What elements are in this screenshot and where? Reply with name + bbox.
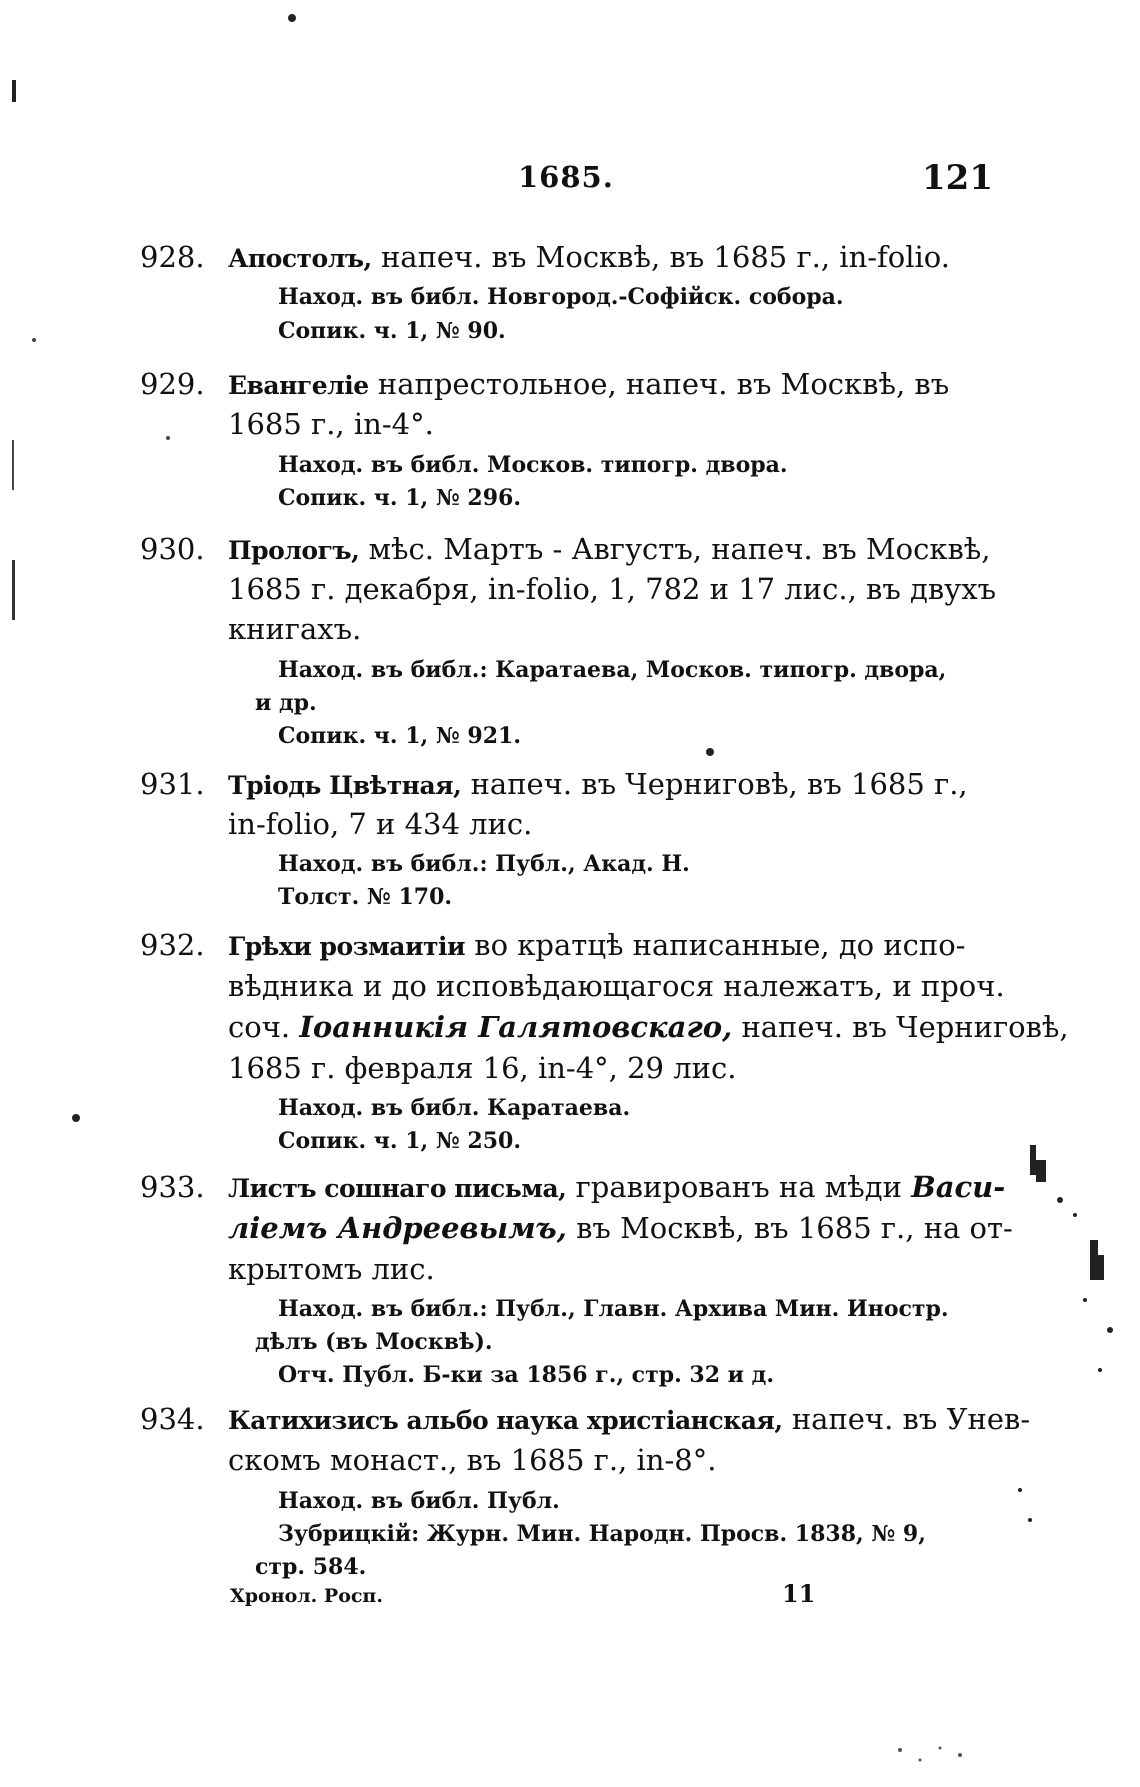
footer-abbreviation: Хронол. Росп. bbox=[230, 1585, 383, 1607]
entry-title: Катихизисъ альбо наука христіанская, bbox=[228, 1406, 783, 1435]
source-line: Наход. въ библ.: Публ., Главн. Архива Мин. Иностр. bbox=[278, 1296, 949, 1322]
entry-text: напрестольное, напеч. въ Москвѣ, въ bbox=[377, 367, 950, 401]
source-line: Наход. въ библ.: Каратаева, Москов. типогр. двора, bbox=[278, 657, 947, 683]
source-line: Сопик. ч. 1, № 90. bbox=[278, 318, 506, 344]
entry-text: гравированъ на мѣди bbox=[575, 1170, 902, 1204]
signature-mark: 11 bbox=[782, 1579, 816, 1608]
author-name: Іоанникія Галятовскаго, bbox=[299, 1010, 733, 1044]
entry-text: скомъ монаст., въ 1685 г., in-8°. bbox=[228, 1443, 717, 1477]
entry-number: 930. bbox=[140, 532, 205, 566]
source-line: Сопик. ч. 1, № 250. bbox=[278, 1128, 522, 1154]
source-line: Наход. въ библ. Каратаева. bbox=[278, 1095, 631, 1121]
source-line: дѣлъ (въ Москвѣ). bbox=[255, 1329, 493, 1355]
entry-text: соч. bbox=[228, 1010, 291, 1044]
entry-number: 933. bbox=[140, 1170, 205, 1204]
entry-text: напеч. въ Черниговѣ, bbox=[741, 1010, 1069, 1044]
entry-text: 1685 г. декабря, in-folio, 1, 782 и 17 лис., въ двухъ bbox=[228, 572, 997, 606]
source-line: Отч. Публ. Б-ки за 1856 г., стр. 32 и д. bbox=[278, 1362, 774, 1388]
entry-text: въ Москвѣ, въ 1685 г., на от- bbox=[576, 1211, 1013, 1245]
author-name: Васи- bbox=[911, 1170, 1006, 1204]
entry-number: 928. bbox=[140, 240, 205, 274]
source-line: Наход. въ библ.: Публ., Акад. Н. bbox=[278, 851, 690, 877]
entry-text: мѣс. Мартъ - Августъ, напеч. въ Москвѣ, bbox=[368, 532, 991, 566]
entry-text: напеч. въ Черниговѣ, въ 1685 г., bbox=[470, 767, 968, 801]
page-number: 121 bbox=[922, 158, 993, 198]
entry-text: крытомъ лис. bbox=[228, 1252, 435, 1286]
entry-number: 931. bbox=[140, 767, 205, 801]
source-line: Зубрицкій: Журн. Мин. Народн. Просв. 1838, № 9, bbox=[278, 1521, 926, 1547]
entry-title: Листъ сошнаго письма, bbox=[228, 1174, 567, 1203]
entry-title: Прологъ, bbox=[228, 536, 360, 565]
entry-line bbox=[228, 1402, 1030, 1436]
entry-text: 1685 г., in-4°. bbox=[228, 407, 434, 441]
entry-title: Апостолъ, bbox=[228, 244, 372, 273]
author-name: ліемъ Андреевымъ, bbox=[228, 1211, 567, 1245]
source-line: Сопик. ч. 1, № 296. bbox=[278, 485, 522, 511]
source-line: и др. bbox=[255, 690, 317, 716]
source-line: Сопик. ч. 1, № 921. bbox=[278, 723, 522, 749]
entry-line bbox=[228, 367, 949, 401]
source-line: Наход. въ библ. Москов. типогр. двора. bbox=[278, 452, 788, 478]
source-line: Толст. № 170. bbox=[278, 884, 453, 910]
entry-line bbox=[228, 1010, 1069, 1044]
entry-line bbox=[228, 1211, 1013, 1245]
entry-text: напеч. въ Москвѣ, въ 1685 г., in-folio. bbox=[380, 240, 950, 274]
entry-line bbox=[228, 767, 968, 801]
source-line: Наход. въ библ. Публ. bbox=[278, 1488, 560, 1514]
entry-title: Тріодь Цвѣтная, bbox=[228, 771, 462, 800]
entry-text: книгахъ. bbox=[228, 612, 362, 646]
entry-line bbox=[228, 532, 991, 566]
running-header bbox=[0, 160, 1140, 200]
entry-number: 929. bbox=[140, 367, 205, 401]
entry-line bbox=[228, 240, 950, 274]
source-line: Наход. въ библ. Новгород.-Софійск. собора. bbox=[278, 284, 844, 310]
entry-title: Грѣхи розмаитіи bbox=[228, 932, 466, 961]
source-line: стр. 584. bbox=[255, 1554, 367, 1580]
entry-line bbox=[228, 928, 966, 962]
entry-title: Евангеліе bbox=[228, 371, 369, 400]
entry-number: 934. bbox=[140, 1402, 205, 1436]
running-head-year: 1685. bbox=[518, 160, 614, 194]
entry-text: во кратцѣ написанные, до испо- bbox=[474, 928, 966, 962]
entry-text: напеч. въ Унев- bbox=[791, 1402, 1031, 1436]
entry-line bbox=[228, 1170, 1005, 1204]
entry-text: вѣдника и до исповѣдающагося належатъ, и проч. bbox=[228, 969, 1005, 1003]
entry-text: 1685 г. февраля 16, in-4°, 29 лис. bbox=[228, 1051, 737, 1085]
entry-text: in-folio, 7 и 434 лис. bbox=[228, 807, 533, 841]
entry-number: 932. bbox=[140, 928, 205, 962]
